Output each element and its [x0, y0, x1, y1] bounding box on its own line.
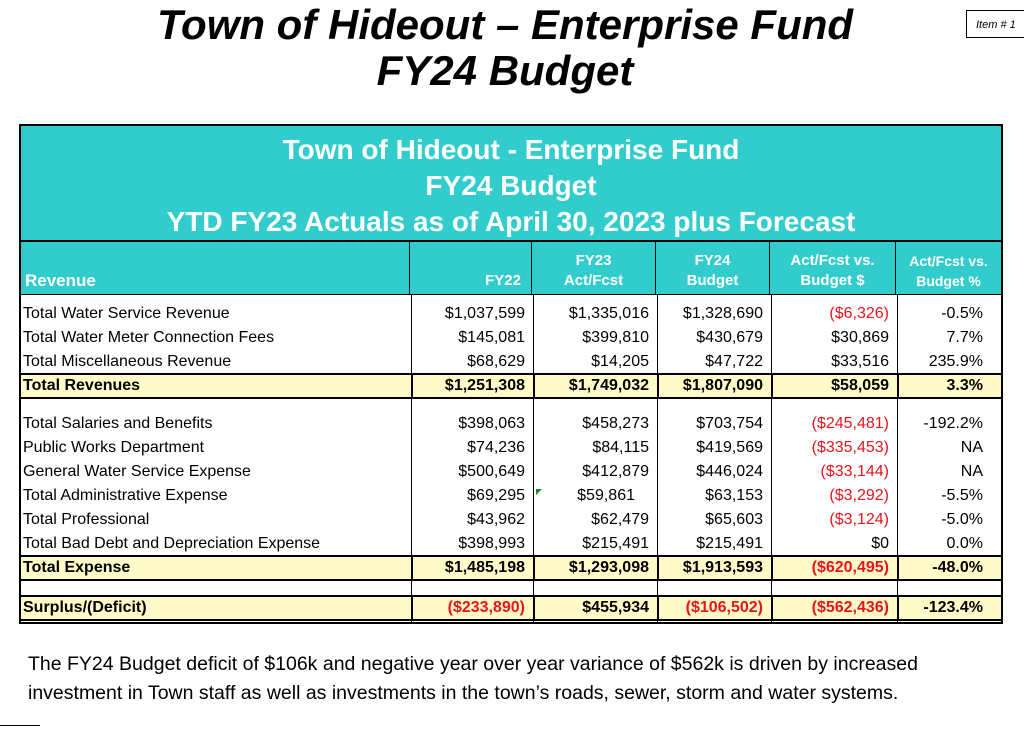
row-value: -5.0% — [941, 511, 983, 528]
col-header-fy23 — [531, 242, 655, 294]
row-value: -192.2% — [923, 415, 983, 432]
row-value: $430,679 — [696, 329, 763, 346]
total-row-divider — [897, 556, 899, 580]
table-total-row — [21, 596, 1001, 620]
col-header-fy24 — [655, 242, 769, 294]
row-value: $58,059 — [831, 377, 889, 394]
row-value: $399,810 — [582, 329, 649, 346]
row-value: $43,962 — [467, 511, 525, 528]
total-row-divider — [771, 596, 773, 620]
row-value: ($6,326) — [829, 305, 889, 322]
row-label: Total Bad Debt and Depreciation Expense — [23, 535, 321, 552]
total-row-divider — [411, 556, 413, 580]
row-value: $145,081 — [458, 329, 525, 346]
row-value: 0.0% — [946, 535, 983, 552]
bottom-rule — [0, 725, 40, 726]
col-header-fy24-line1: FY24 — [694, 252, 731, 269]
col-header-fy22 — [409, 242, 531, 294]
col-header-variance-pct-line2: Budget % — [916, 273, 981, 289]
total-row-divider — [657, 556, 659, 580]
row-value: $215,491 — [582, 535, 649, 552]
row-value: ($106,502) — [685, 599, 763, 616]
col-header-variance-dollar — [769, 242, 895, 294]
row-value: $500,649 — [458, 463, 525, 480]
table-row — [21, 302, 1001, 326]
total-row-divider — [533, 374, 535, 398]
row-value: $84,115 — [592, 439, 649, 456]
table-body — [19, 294, 1003, 624]
row-value: NA — [960, 463, 983, 480]
row-value: -48.0% — [932, 559, 983, 576]
col-header-variance-dollar-line1: Act/Fcst vs. — [790, 252, 875, 269]
budget-note: The FY24 Budget deficit of $106k and negative year over year variance of $562k is driven by increased investment in Town staff as well as investments in the town’s roads, sewer, storm and water systems. — [28, 653, 918, 704]
table-row — [21, 508, 1001, 532]
row-label: General Water Service Expense — [23, 463, 251, 480]
total-row-divider — [771, 374, 773, 398]
row-value: -0.5% — [941, 305, 983, 322]
row-value: 3.3% — [946, 377, 983, 394]
row-value: $47,722 — [705, 353, 763, 370]
col-header-fy22-label: FY22 — [485, 272, 521, 289]
row-value: $446,024 — [696, 463, 763, 480]
row-value: $59,861 — [577, 487, 635, 504]
row-value: $419,569 — [696, 439, 763, 456]
row-value: 235.9% — [928, 353, 983, 370]
total-row-top-border — [21, 595, 1001, 597]
row-value: ($3,292) — [829, 487, 889, 504]
table-header — [19, 124, 1003, 242]
row-value: 7.7% — [946, 329, 983, 346]
row-value: -5.5% — [941, 487, 983, 504]
row-value: $14,205 — [591, 353, 649, 370]
row-value: -123.4% — [923, 599, 983, 616]
row-value: $63,153 — [705, 487, 763, 504]
table-total-row — [21, 374, 1001, 398]
slide-title-line1: Town of Hideout – Enterprise Fund — [156, 1, 854, 48]
total-row-top-border — [21, 373, 1001, 375]
row-value: $33,516 — [831, 353, 889, 370]
row-value: ($335,453) — [811, 439, 889, 456]
item-tag: Item # 1 — [966, 10, 1024, 38]
total-row-divider — [533, 596, 535, 620]
row-value: $68,629 — [467, 353, 525, 370]
row-value: $1,293,098 — [568, 559, 649, 576]
row-label: Total Miscellaneous Revenue — [23, 353, 232, 370]
table-row — [21, 460, 1001, 484]
row-value: $412,879 — [582, 463, 649, 480]
row-value: $458,273 — [582, 415, 649, 432]
row-value: ($620,495) — [811, 559, 889, 576]
table-row — [21, 532, 1001, 556]
col-header-variance-pct — [895, 242, 1003, 294]
row-value: $65,603 — [705, 511, 763, 528]
row-label: Surplus/(Deficit) — [23, 599, 147, 616]
row-label: Total Administrative Expense — [23, 487, 228, 504]
table-total-row — [21, 556, 1001, 580]
row-value: $455,934 — [582, 599, 649, 616]
row-value: $62,479 — [591, 511, 649, 528]
row-value: $215,491 — [696, 535, 763, 552]
total-row-divider — [771, 556, 773, 580]
row-value: $398,993 — [458, 535, 525, 552]
slide-title — [0, 2, 1010, 94]
total-row-divider — [897, 596, 899, 620]
row-value: $69,295 — [467, 487, 525, 504]
col-header-variance-pct-line1: Act/Fcst vs. — [909, 253, 988, 269]
total-row-divider — [897, 374, 899, 398]
row-value: $0 — [871, 535, 889, 552]
col-header-revenue — [19, 242, 409, 294]
total-row-divider — [411, 374, 413, 398]
row-value: $1,749,032 — [568, 377, 649, 394]
row-label: Total Professional — [23, 511, 150, 528]
col-header-fy24-line2: Budget — [686, 272, 739, 289]
row-value: ($3,124) — [829, 511, 889, 528]
total-row-divider — [657, 596, 659, 620]
row-label: Public Works Department — [23, 439, 205, 456]
row-value: NA — [960, 439, 983, 456]
col-header-revenue-label: Revenue — [25, 271, 96, 290]
table-row — [21, 350, 1001, 374]
row-value: $30,869 — [831, 329, 889, 346]
row-label: Total Revenues — [23, 377, 141, 394]
row-value: ($233,890) — [447, 599, 525, 616]
row-value: $1,913,593 — [682, 559, 763, 576]
row-value: ($245,481) — [811, 415, 889, 432]
total-row-bottom-border — [21, 579, 1001, 581]
row-value: ($33,144) — [820, 463, 889, 480]
row-label: Total Salaries and Benefits — [23, 415, 213, 432]
col-header-fy23-line1: FY23 — [575, 252, 612, 269]
table-row — [21, 326, 1001, 350]
row-value: $74,236 — [467, 439, 525, 456]
row-label: Total Expense — [23, 559, 131, 576]
table-header-line3: YTD FY23 Actuals as of April 30, 2023 plus Forecast — [166, 206, 856, 237]
row-value: $1,485,198 — [444, 559, 525, 576]
col-header-fy23-line2: Act/Fcst — [563, 272, 624, 289]
col-header-variance-dollar-line2: Budget $ — [800, 272, 865, 289]
row-label: Total Water Meter Connection Fees — [23, 329, 275, 346]
body-top-border — [21, 294, 1001, 295]
total-row-divider — [411, 596, 413, 620]
row-value: $398,063 — [458, 415, 525, 432]
cell-comment-marker — [536, 489, 542, 495]
table-row — [21, 412, 1001, 436]
table-row — [21, 484, 1001, 508]
total-row-bottom-border — [21, 619, 1001, 621]
row-value: $1,807,090 — [682, 377, 763, 394]
row-value: $1,251,308 — [444, 377, 525, 394]
slide-title-line2: FY24 Budget — [376, 47, 634, 94]
total-row-divider — [533, 556, 535, 580]
row-value: $1,328,690 — [682, 305, 763, 322]
row-value: $1,335,016 — [568, 305, 649, 322]
row-value: $1,037,599 — [444, 305, 525, 322]
table-header-line2: FY24 Budget — [425, 170, 597, 201]
table-row — [21, 436, 1001, 460]
total-row-divider — [657, 374, 659, 398]
total-row-bottom-border — [21, 397, 1001, 399]
row-label: Total Water Service Revenue — [23, 305, 230, 322]
row-value: ($562,436) — [811, 599, 889, 616]
budget-table — [19, 124, 1003, 624]
total-row-top-border — [21, 555, 1001, 557]
table-header-line1: Town of Hideout - Enterprise Fund — [282, 134, 740, 165]
row-value: $703,754 — [696, 415, 763, 432]
